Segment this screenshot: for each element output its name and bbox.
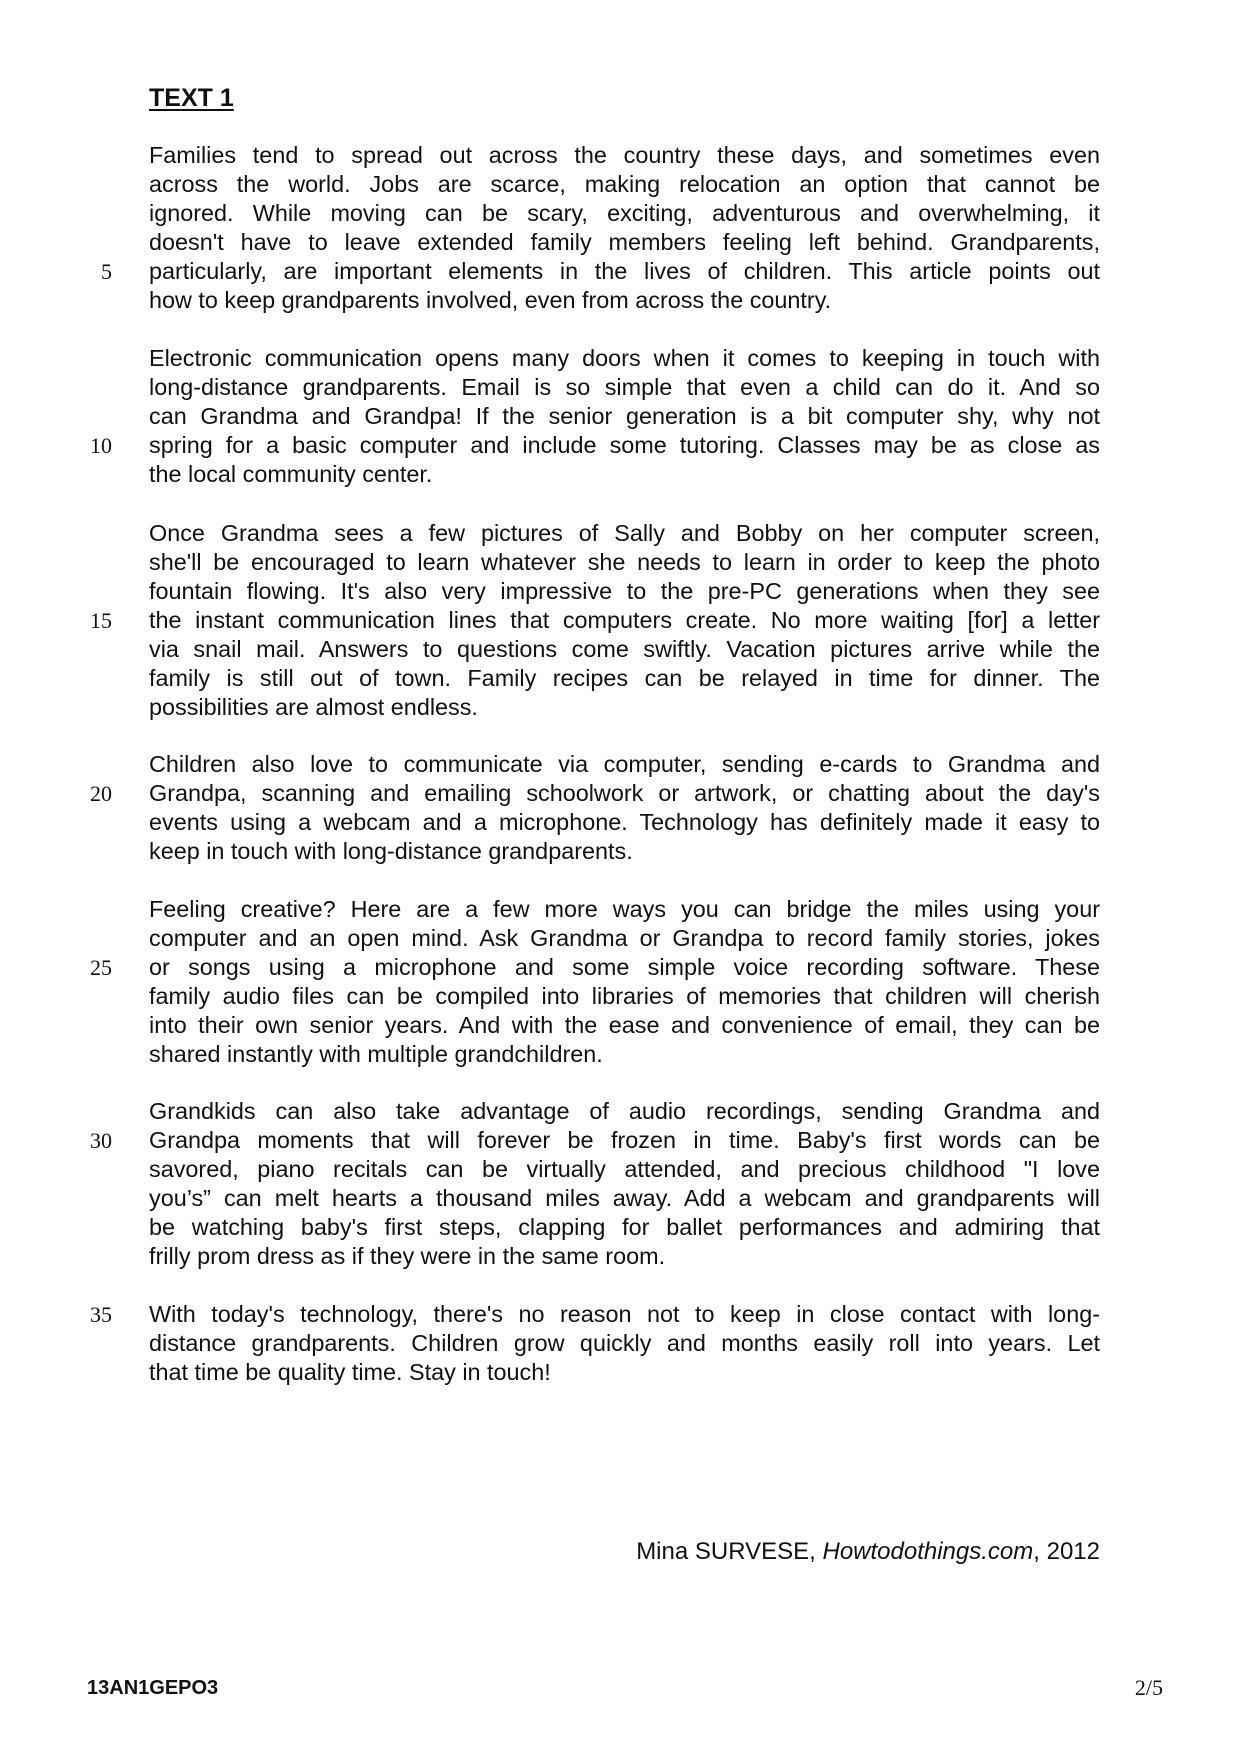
text-line: family audio files can be compiled into libraries of memories that children will cherish	[149, 983, 1100, 1009]
text-line: Families tend to spread out across the country these days, and sometimes even	[149, 142, 1100, 168]
text-line: doesn't have to leave extended family members feeling left behind. Grandparents,	[149, 229, 1100, 255]
paragraph-6	[149, 1097, 1100, 1271]
text-line: With today's technology, there's no reason not to keep in close contact with long-	[149, 1301, 1100, 1327]
attribution-author: Mina SURVESE,	[636, 1538, 823, 1565]
text-line: be watching baby's first steps, clapping for ballet performances and admiring that	[149, 1214, 1100, 1240]
text-line: family is still out of town. Family recipes can be relayed in time for dinner. The	[149, 665, 1100, 691]
text-line: that time be quality time. Stay in touch!	[149, 1359, 551, 1385]
text-line: shared instantly with multiple grandchildren.	[149, 1041, 603, 1067]
text-line: spring for a basic computer and include some tutoring. Classes may be as close as	[149, 432, 1100, 458]
text-line: the instant communication lines that computers create. No more waiting [for] a letter	[149, 607, 1100, 633]
attribution-source: Howtodothings.com	[822, 1538, 1034, 1565]
text-line: savored, piano recitals can be virtually attended, and precious childhood "I love	[149, 1156, 1100, 1182]
text-line: across the world. Jobs are scarce, making relocation an option that cannot be	[149, 171, 1100, 197]
paragraph-5	[149, 895, 1100, 1069]
line-number: 5	[101, 259, 112, 284]
text-line: particularly, are important elements in the lives of children. This article points out	[149, 258, 1100, 284]
text-line: long-distance grandparents. Email is so simple that even a child can do it. And so	[149, 374, 1100, 400]
text-line: the local community center.	[149, 461, 433, 487]
text-line: into their own senior years. And with the ease and convenience of email, they can be	[149, 1012, 1100, 1038]
text-line: possibilities are almost endless.	[149, 694, 478, 720]
text-line: Electronic communication opens many doors when it comes to keeping in touch with	[149, 345, 1100, 371]
text-line: Grandpa, scanning and emailing schoolwork or artwork, or chatting about the day's	[149, 780, 1100, 806]
text-line: you’s” can melt hearts a thousand miles away. Add a webcam and grandparents will	[149, 1185, 1100, 1211]
source-attribution	[636, 1537, 1100, 1566]
text-line: frilly prom dress as if they were in the same room.	[149, 1243, 666, 1269]
page-number: 2/5	[1134, 1675, 1163, 1700]
text-line: events using a webcam and a microphone. Technology has definitely made it easy to	[149, 809, 1100, 835]
line-number: 20	[90, 781, 112, 806]
text-line: Grandkids can also take advantage of audio recordings, sending Grandma and	[149, 1098, 1100, 1124]
line-number: 30	[90, 1128, 112, 1153]
paragraph-2	[149, 344, 1100, 489]
text-line: she'll be encouraged to learn whatever she needs to learn in order to keep the photo	[149, 549, 1100, 575]
text-line: computer and an open mind. Ask Grandma or Grandpa to record family stories, jokes	[149, 925, 1100, 951]
line-number: 15	[90, 608, 112, 633]
text-line: keep in touch with long-distance grandparents.	[149, 838, 633, 864]
paragraph-3	[149, 519, 1100, 722]
text-line: or songs using a microphone and some simple voice recording software. These	[149, 954, 1100, 980]
text-line: via snail mail. Answers to questions come swiftly. Vacation pictures arrive while the	[149, 636, 1100, 662]
paragraph-1	[149, 141, 1100, 315]
exam-code: 13AN1GEPO3	[87, 1677, 219, 1699]
text-line: can Grandma and Grandpa! If the senior generation is a bit computer shy, why not	[149, 403, 1100, 429]
text-heading: TEXT 1	[149, 84, 234, 112]
text-line: how to keep grandparents involved, even from across the country.	[149, 287, 832, 313]
text-line: distance grandparents. Children grow quickly and months easily roll into years. Let	[149, 1330, 1100, 1356]
attribution-year: , 2012	[1033, 1538, 1100, 1565]
paragraph-7	[149, 1300, 1100, 1387]
text-line: Grandpa moments that will forever be frozen in time. Baby's first words can be	[149, 1127, 1100, 1153]
line-number: 35	[90, 1302, 112, 1327]
paragraph-4	[149, 750, 1100, 866]
text-line: ignored. While moving can be scary, exciting, adventurous and overwhelming, it	[149, 200, 1100, 226]
text-line: Feeling creative? Here are a few more ways you can bridge the miles using your	[149, 896, 1100, 922]
text-line: Children also love to communicate via computer, sending e-cards to Grandma and	[149, 751, 1100, 777]
text-line: Once Grandma sees a few pictures of Sally and Bobby on her computer screen,	[149, 520, 1100, 546]
text-line: fountain flowing. It's also very impressive to the pre-PC generations when they see	[149, 578, 1100, 604]
line-number: 25	[90, 955, 112, 980]
line-number: 10	[90, 433, 112, 458]
